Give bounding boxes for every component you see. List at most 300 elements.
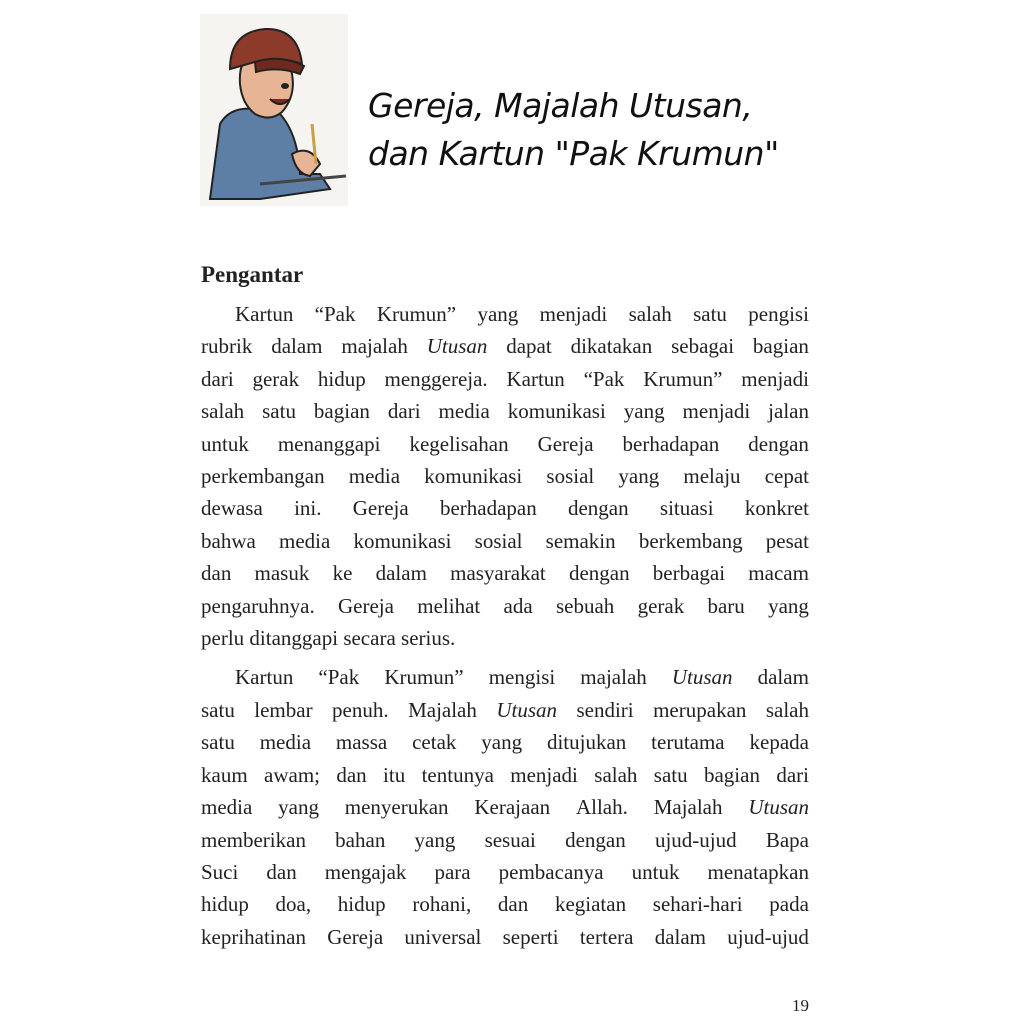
text: tertera xyxy=(579,924,634,949)
word xyxy=(349,460,400,492)
text: berhadapan xyxy=(439,496,537,521)
word xyxy=(576,791,628,823)
text: masuk xyxy=(254,561,310,586)
text: dalam xyxy=(654,924,707,949)
word xyxy=(201,395,244,427)
word: secara xyxy=(343,626,402,651)
text: pengaruhnya. xyxy=(201,593,315,618)
text: universal xyxy=(404,924,482,949)
text: situasi xyxy=(659,496,714,521)
text: konkret xyxy=(744,496,809,521)
text-line xyxy=(201,622,809,654)
word xyxy=(477,298,518,330)
paragraph xyxy=(201,298,809,654)
word xyxy=(672,661,733,693)
text: kegiatan xyxy=(554,892,627,917)
word xyxy=(766,525,809,557)
text: media xyxy=(278,528,331,553)
word xyxy=(555,888,626,920)
word xyxy=(336,726,387,758)
text: cepat xyxy=(764,464,809,489)
text: dengan xyxy=(565,827,626,852)
text: hidup xyxy=(337,892,386,917)
text-line xyxy=(201,759,809,791)
text: menjadi xyxy=(539,302,608,326)
word xyxy=(618,460,659,492)
text: terutama xyxy=(651,730,725,755)
text: “Pak xyxy=(314,302,356,326)
text: hidup xyxy=(317,366,366,391)
text: serius. xyxy=(401,626,456,651)
word xyxy=(584,363,625,395)
word xyxy=(655,824,737,856)
text-line xyxy=(201,824,809,856)
chapter-title-line-2: dan Kartun "Pak Krumun" xyxy=(368,134,779,173)
text: dan xyxy=(201,561,232,586)
word xyxy=(748,428,809,460)
text: memberikan xyxy=(201,827,306,852)
text: yang xyxy=(477,302,519,326)
word xyxy=(201,888,249,920)
word xyxy=(651,726,724,758)
text: menjadi xyxy=(510,762,578,787)
text-line xyxy=(201,726,809,758)
text-line xyxy=(201,856,809,888)
word xyxy=(278,428,381,460)
text: yang xyxy=(278,795,319,820)
text: mengajak xyxy=(324,859,407,884)
text: satu xyxy=(693,302,727,326)
word xyxy=(629,298,672,330)
text: itu xyxy=(383,762,406,787)
text: sosial xyxy=(474,528,523,553)
word xyxy=(434,856,470,888)
word xyxy=(201,590,315,622)
word xyxy=(201,363,234,395)
word xyxy=(279,525,330,557)
word xyxy=(683,395,751,427)
word xyxy=(409,428,508,460)
word xyxy=(384,363,487,395)
text: ada xyxy=(503,593,533,618)
word xyxy=(727,921,809,953)
text: doa, xyxy=(275,892,312,917)
text: ditujukan xyxy=(546,730,627,755)
word xyxy=(654,759,688,791)
text: sosial xyxy=(546,464,595,489)
text: pada xyxy=(769,892,809,917)
word xyxy=(315,298,356,330)
word xyxy=(335,824,385,856)
word xyxy=(201,525,256,557)
word xyxy=(707,590,744,622)
word xyxy=(748,298,809,330)
word xyxy=(496,694,557,726)
text: menanggapi xyxy=(277,431,381,456)
word xyxy=(639,525,743,557)
word xyxy=(404,921,481,953)
text: Kartun xyxy=(235,302,294,326)
chapter-title xyxy=(368,82,779,178)
word xyxy=(201,428,249,460)
text: berkembang xyxy=(638,528,743,553)
text: Krumun” xyxy=(643,366,723,391)
word xyxy=(580,661,646,693)
text: sebagai xyxy=(671,334,735,359)
text: rubrik xyxy=(201,334,253,359)
word xyxy=(264,759,320,791)
word xyxy=(474,791,550,823)
word xyxy=(408,694,477,726)
text: bagian xyxy=(752,334,809,359)
text-line xyxy=(201,694,809,726)
word xyxy=(506,330,551,362)
text: Gereja xyxy=(338,593,394,618)
word xyxy=(660,492,714,524)
word xyxy=(450,557,546,589)
word xyxy=(424,460,522,492)
word xyxy=(412,888,471,920)
word xyxy=(276,888,312,920)
word xyxy=(504,590,533,622)
word xyxy=(255,557,310,589)
italic-text: Utusan xyxy=(426,334,488,359)
text: dalam xyxy=(271,334,323,359)
word xyxy=(576,694,633,726)
text: dan xyxy=(336,762,367,787)
word xyxy=(314,395,370,427)
text: berbagai xyxy=(652,561,726,586)
word xyxy=(353,525,451,557)
word xyxy=(376,557,427,589)
italic-text: Utusan xyxy=(748,795,809,820)
word xyxy=(481,726,522,758)
word xyxy=(769,888,809,920)
text: cetak xyxy=(412,730,457,755)
word xyxy=(776,759,809,791)
word xyxy=(201,694,235,726)
text: bahwa xyxy=(201,528,256,553)
text: media xyxy=(348,464,401,489)
word xyxy=(750,726,809,758)
word xyxy=(580,921,634,953)
text-line xyxy=(201,888,809,920)
text: kaum xyxy=(201,762,248,787)
text: Suci xyxy=(201,859,239,884)
text: dapat xyxy=(506,334,552,359)
word xyxy=(503,921,559,953)
text: awam; xyxy=(264,762,320,787)
word xyxy=(768,395,809,427)
word xyxy=(384,661,463,693)
body-text xyxy=(201,298,809,960)
word xyxy=(377,298,456,330)
word xyxy=(498,888,528,920)
word xyxy=(201,791,252,823)
word xyxy=(556,590,614,622)
word xyxy=(765,460,809,492)
text: pembacanya xyxy=(498,859,604,884)
word: ditanggapi xyxy=(249,626,344,651)
word xyxy=(422,759,494,791)
word xyxy=(318,661,359,693)
word xyxy=(201,856,238,888)
text: yang xyxy=(768,593,809,618)
text: sendiri xyxy=(576,697,634,722)
text: media xyxy=(438,399,490,424)
text: menyerukan xyxy=(344,795,449,820)
text: media xyxy=(201,795,253,820)
text: gerak xyxy=(252,366,300,391)
text: bagian xyxy=(703,762,760,787)
text-line xyxy=(201,921,809,953)
chapter-title-line-1: Gereja, Majalah Utusan, xyxy=(368,86,753,125)
paragraph xyxy=(201,661,809,953)
word xyxy=(569,557,630,589)
text: dalam xyxy=(375,561,427,586)
text: merupakan xyxy=(653,697,747,722)
word xyxy=(565,824,626,856)
word xyxy=(655,921,706,953)
word xyxy=(540,298,608,330)
word xyxy=(748,791,809,823)
word xyxy=(401,622,455,654)
word xyxy=(262,395,296,427)
text: masyarakat xyxy=(450,561,546,586)
word xyxy=(632,856,680,888)
word xyxy=(748,557,809,589)
word xyxy=(546,460,594,492)
text: perkembangan xyxy=(201,464,325,489)
text: ujud-ujud xyxy=(727,924,809,949)
text: dengan xyxy=(748,431,809,456)
word xyxy=(508,395,606,427)
italic-text: Utusan xyxy=(496,697,558,722)
text-line xyxy=(201,460,809,492)
text: komunikasi xyxy=(424,464,523,489)
text: lembar xyxy=(254,697,313,722)
text: Gereja xyxy=(537,431,594,456)
text: Majalah xyxy=(408,697,477,722)
word xyxy=(623,428,720,460)
word xyxy=(741,363,809,395)
text-line xyxy=(201,428,809,460)
word: perlu xyxy=(201,626,250,651)
text-line xyxy=(201,330,809,362)
text: para xyxy=(434,859,471,884)
text: kegelisahan xyxy=(409,431,509,456)
text: sebuah xyxy=(555,593,615,618)
pak-krumun-cartoon-illustration xyxy=(200,14,348,206)
word xyxy=(510,759,578,791)
text: jalan xyxy=(768,399,809,424)
text: dengan xyxy=(567,496,629,521)
text: komunikasi xyxy=(507,399,606,424)
word xyxy=(704,759,760,791)
text: dari xyxy=(776,762,809,787)
word xyxy=(643,363,722,395)
text: bagian xyxy=(313,399,370,424)
word xyxy=(758,661,809,693)
word xyxy=(708,856,809,888)
word xyxy=(683,460,740,492)
text: majalah xyxy=(341,334,408,359)
text: “Pak xyxy=(583,366,625,391)
text: melihat xyxy=(417,593,481,618)
word xyxy=(388,395,421,427)
word xyxy=(653,557,725,589)
word xyxy=(538,428,594,460)
word xyxy=(278,791,319,823)
word xyxy=(294,492,321,524)
text: menjadi xyxy=(741,366,809,391)
word xyxy=(624,395,665,427)
word xyxy=(546,525,616,557)
text: salah xyxy=(628,302,672,326)
word xyxy=(485,824,536,856)
text: ujud-ujud xyxy=(654,827,737,852)
word xyxy=(201,921,306,953)
text: ini. xyxy=(294,496,322,521)
word xyxy=(594,759,637,791)
text: salah xyxy=(201,399,245,424)
word xyxy=(671,330,734,362)
word xyxy=(338,590,394,622)
text: mengisi xyxy=(488,665,556,690)
word xyxy=(653,888,743,920)
text: salah xyxy=(765,697,809,722)
word xyxy=(235,661,293,693)
text: majalah xyxy=(580,665,647,690)
text: pengisi xyxy=(748,302,809,326)
word xyxy=(271,330,322,362)
text: satu xyxy=(201,697,235,722)
word xyxy=(201,726,235,758)
text: komunikasi xyxy=(353,528,452,553)
word xyxy=(266,856,296,888)
text: tentunya xyxy=(421,762,494,787)
text: yang xyxy=(623,399,665,424)
word xyxy=(353,492,409,524)
text: dalam xyxy=(757,665,809,690)
word xyxy=(439,395,490,427)
word xyxy=(568,492,629,524)
text: dengan xyxy=(568,561,630,586)
text: media xyxy=(259,730,312,755)
text: satu xyxy=(201,730,235,755)
text: Gereja xyxy=(327,924,384,949)
text: “Pak xyxy=(318,665,360,690)
text: dari xyxy=(387,399,421,424)
word xyxy=(440,492,537,524)
word xyxy=(318,363,366,395)
word xyxy=(766,694,809,726)
word xyxy=(336,759,366,791)
word xyxy=(327,921,383,953)
text: Allah. xyxy=(575,795,628,820)
text: penuh. xyxy=(332,697,389,722)
text: untuk xyxy=(201,431,249,456)
text: salah xyxy=(594,762,638,787)
text: rohani, xyxy=(412,892,472,917)
text: yang xyxy=(414,827,456,852)
text: pesat xyxy=(765,528,809,553)
word xyxy=(332,694,389,726)
word xyxy=(201,460,325,492)
word xyxy=(653,694,746,726)
text: berhadapan xyxy=(622,431,720,456)
word xyxy=(341,330,407,362)
text: Kartun xyxy=(506,366,565,391)
word xyxy=(345,791,449,823)
word xyxy=(427,330,488,362)
text: semakin xyxy=(545,528,616,553)
text: dan xyxy=(497,892,529,917)
section-heading: Pengantar xyxy=(201,262,304,287)
word xyxy=(415,824,456,856)
word xyxy=(475,525,523,557)
text: sehari-hari xyxy=(652,892,743,917)
word xyxy=(201,759,248,791)
word xyxy=(768,590,809,622)
word xyxy=(571,330,653,362)
text-line xyxy=(201,590,809,622)
text: satu xyxy=(262,399,296,424)
word xyxy=(338,888,386,920)
text: yang xyxy=(618,464,660,489)
text: keprihatinan xyxy=(201,924,306,949)
text: untuk xyxy=(631,859,680,884)
text: melaju xyxy=(683,464,741,489)
text-line xyxy=(201,557,809,589)
word xyxy=(201,492,263,524)
text: Gereja xyxy=(352,496,409,521)
text: kepada xyxy=(749,730,809,755)
word xyxy=(325,856,407,888)
text: macam xyxy=(748,561,809,586)
text: Kartun xyxy=(235,665,294,690)
text-line xyxy=(201,395,809,427)
word xyxy=(489,661,556,693)
text: seperti xyxy=(502,924,559,949)
word xyxy=(235,298,293,330)
text: menatapkan xyxy=(707,859,809,884)
word xyxy=(201,557,231,589)
word xyxy=(766,824,809,856)
text: dikatakan xyxy=(570,334,653,359)
word xyxy=(506,363,564,395)
text: sesuai xyxy=(484,827,536,852)
text: hidup xyxy=(201,892,249,917)
word xyxy=(547,726,626,758)
page-number: 19 xyxy=(792,996,809,1015)
text-line xyxy=(201,492,809,524)
word xyxy=(412,726,456,758)
text: satu xyxy=(653,762,688,787)
text: dewasa xyxy=(201,496,263,521)
word xyxy=(254,694,312,726)
text-line xyxy=(201,791,809,823)
text: massa xyxy=(335,730,388,755)
text: Krumun” xyxy=(384,665,464,690)
word xyxy=(417,590,480,622)
word xyxy=(260,726,311,758)
text: Bapa xyxy=(765,827,809,852)
word xyxy=(693,298,727,330)
italic-text: Utusan xyxy=(671,665,733,690)
text: baru xyxy=(707,593,745,618)
text: dari xyxy=(201,366,234,391)
